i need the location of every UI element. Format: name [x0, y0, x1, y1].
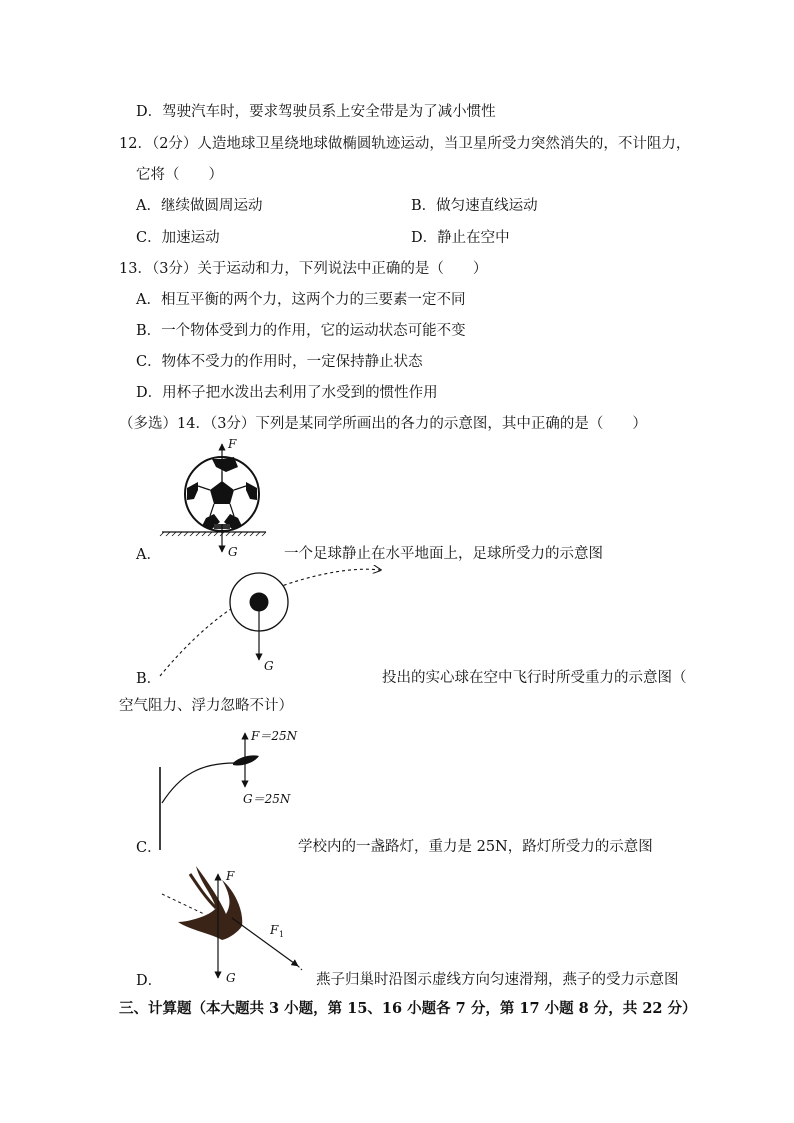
q12-stem-cont: 它将（ ）	[136, 167, 223, 183]
q14-stem: （多选）14．（3分）下列是某同学所画出的各力的示意图，其中正确的是（ ）	[119, 416, 647, 432]
swallow-force-f-label: F	[226, 869, 235, 883]
football-figure	[160, 436, 270, 562]
shotput-figure	[158, 560, 398, 680]
q13-stem: 13．（3分）关于运动和力，下列说法中正确的是（ ）	[119, 261, 488, 277]
q14-option-c-text: 学校内的一盏路灯，重力是 25N，路灯所受力的示意图	[298, 839, 653, 855]
football-force-f-label: F	[228, 437, 237, 451]
swallow-figure	[160, 860, 310, 990]
football-force-g-label: G	[228, 545, 238, 559]
swallow-force-f1-label: F	[270, 923, 279, 937]
q14-option-a-text: 一个足球静止在水平地面上，足球所受力的示意图	[284, 546, 603, 562]
q14-option-d-text: 燕子归巢时沿图示虚线方向匀速滑翔，燕子的受力示意图	[316, 972, 679, 988]
q13-option-c: C．物体不受力的作用时，一定保持静止状态	[136, 354, 423, 370]
q13-option-a: A．相互平衡的两个力，这两个力的三要素一定不同	[136, 292, 466, 308]
q14-option-a-label: A．	[136, 547, 161, 563]
q14-option-b-cont: 空气阻力、浮力忽略不计）	[119, 698, 293, 714]
q13-option-d: D．用杯子把水泼出去利用了水受到的惯性作用	[136, 385, 438, 401]
q14-option-b-label: B．	[136, 671, 162, 687]
streetlamp-force-f-label: F＝25N	[251, 729, 298, 743]
shotput-force-g-label: G	[264, 659, 274, 673]
q12-option-a: A．继续做圆周运动	[136, 198, 263, 214]
q14-option-b-text: 投出的实心球在空中飞行时所受重力的示意图（	[382, 670, 687, 686]
swallow-force-g-label: G	[226, 971, 236, 985]
q11-option-d: D．驾驶汽车时，要求驾驶员系上安全带是为了减小惯性	[136, 104, 496, 120]
swallow-force-f1-subscript: 1	[279, 930, 285, 939]
q12-option-c: C．加速运动	[136, 230, 220, 246]
q12-option-d: D．静止在空中	[411, 230, 510, 246]
q12-option-b: B．做匀速直线运动	[411, 198, 538, 214]
streetlamp-force-g-label: G＝25N	[243, 792, 291, 806]
q14-option-d-label: D．	[136, 973, 163, 989]
q12-stem: 12．（2分）人造地球卫星绕地球做椭圆轨迹运动，当卫星所受力突然消失的，不计阻力，	[119, 136, 691, 152]
q13-option-b: B．一个物体受到力的作用，它的运动状态可能不变	[136, 323, 466, 339]
section-3-heading: 三、计算题（本大题共 3 小题，第 15、16 小题各 7 分，第 17 小题 8 分，共 22 分）	[119, 1000, 697, 1017]
q14-option-c-label: C．	[136, 840, 162, 856]
streetlamp-figure	[155, 725, 315, 855]
